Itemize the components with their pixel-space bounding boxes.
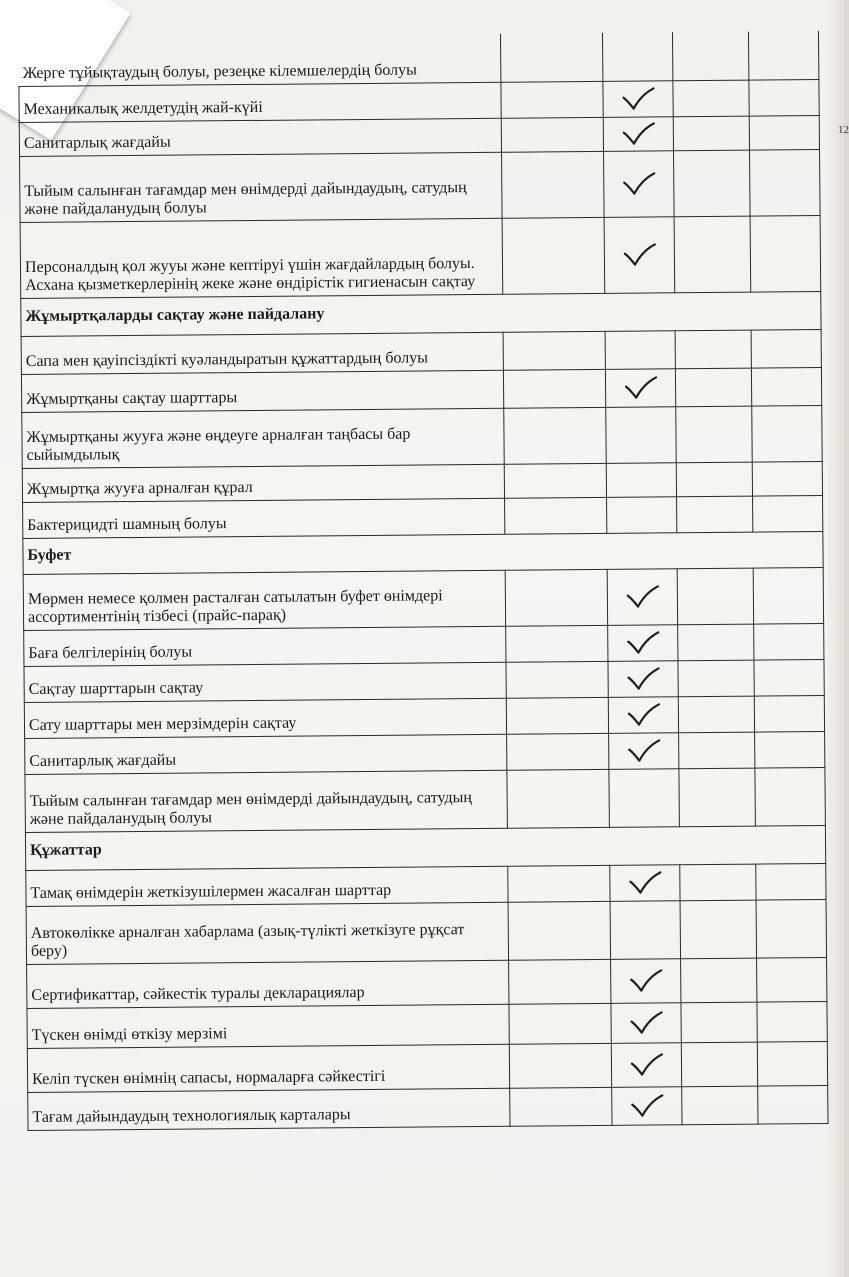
criterion-label: Баға белгілерінің болуы bbox=[24, 626, 506, 666]
criterion-label: Санитарлық жағдайы bbox=[19, 118, 501, 156]
criterion-label: Тыйым салынған тағамдар мен өнімдерді дайындаудың, сатудың және пайдаланудың болуы bbox=[20, 152, 503, 222]
criterion-label: Келіп түскен өнімнің сапасы, нормаларға сәйкестігі bbox=[27, 1044, 509, 1092]
answer-cell bbox=[757, 957, 827, 1002]
compliance-check-cell bbox=[605, 330, 675, 369]
table-row bbox=[26, 899, 826, 964]
checkmark-icon bbox=[620, 121, 656, 145]
answer-cell bbox=[504, 407, 606, 464]
answer-cell bbox=[749, 115, 819, 150]
answer-cell bbox=[755, 767, 826, 826]
checklist-table bbox=[18, 31, 829, 1130]
criterion-label: Сату шарттары мен мерзімдерін сақтау bbox=[24, 698, 506, 738]
answer-cell bbox=[752, 405, 822, 462]
answer-cell bbox=[675, 330, 751, 369]
answer-cell bbox=[750, 215, 821, 292]
compliance-check-cell bbox=[604, 150, 675, 217]
answer-cell bbox=[680, 864, 756, 901]
answer-cell bbox=[502, 217, 605, 294]
answer-cell bbox=[506, 661, 608, 698]
checkmark-icon bbox=[625, 630, 661, 654]
criterion-label: Персоналдың қол жууы және кептіруі үшін жағдайлардың болуы. Асхана қызметкерлерінің жеке және өндірістік гигиенасын сақтау bbox=[20, 218, 503, 298]
compliance-check-cell bbox=[607, 568, 677, 625]
answer-cell bbox=[677, 568, 753, 625]
criterion-label: Автокөлікке арналған хабарлама (азық-түлікті жеткізуге рұқсат беру) bbox=[26, 902, 508, 964]
criterion-label: Мөрмен немесе қолмен расталған сатылатын буфет өнімдері ассортиментінің тізбесі (прайс-парақ) bbox=[23, 570, 505, 630]
answer-cell bbox=[505, 569, 607, 626]
criterion-label: Түскен өнімді өткізу мерзімі bbox=[27, 1004, 509, 1048]
table-row bbox=[27, 1041, 827, 1092]
table-row bbox=[20, 149, 821, 222]
answer-cell bbox=[681, 1042, 757, 1087]
table-row bbox=[28, 1085, 828, 1130]
criterion-label: Механикалық желдетудің жай-күйі bbox=[19, 82, 501, 122]
criterion-label: Сақтау шарттарын сақтау bbox=[24, 662, 506, 702]
answer-cell bbox=[501, 117, 603, 152]
checkmark-icon bbox=[622, 375, 658, 399]
compliance-check-cell bbox=[606, 406, 676, 463]
table-row bbox=[27, 1001, 827, 1048]
answer-cell bbox=[679, 768, 756, 827]
answer-cell bbox=[678, 660, 754, 697]
answer-cell bbox=[756, 899, 827, 958]
compliance-check-cell bbox=[603, 80, 673, 117]
answer-cell bbox=[757, 1041, 827, 1086]
checkmark-icon bbox=[625, 666, 661, 690]
compliance-check-cell bbox=[612, 1086, 682, 1125]
table-row bbox=[22, 405, 822, 468]
compliance-check-cell bbox=[609, 732, 679, 769]
page-edge bbox=[827, 0, 845, 1277]
answer-cell bbox=[758, 1085, 828, 1124]
answer-cell bbox=[508, 901, 611, 960]
answer-cell bbox=[673, 80, 749, 117]
criterion-label: Тамақ өнімдерін жеткізушілермен жасалған шарттар bbox=[26, 866, 508, 906]
answer-cell bbox=[751, 367, 821, 406]
answer-cell bbox=[673, 116, 749, 151]
answer-cell bbox=[680, 900, 757, 959]
answer-cell bbox=[675, 368, 751, 407]
answer-cell bbox=[676, 462, 752, 497]
compliance-check-cell bbox=[606, 462, 676, 497]
criterion-label: Сертификаттар, сәйкестік туралы декларациялар bbox=[27, 960, 509, 1008]
compliance-check-cell bbox=[607, 496, 677, 533]
answer-cell bbox=[505, 497, 607, 534]
section-title: Құжаттар bbox=[25, 825, 825, 870]
compliance-check-cell bbox=[602, 32, 672, 81]
checkmark-icon bbox=[628, 1052, 664, 1076]
answer-cell bbox=[749, 79, 819, 116]
checkmark-icon bbox=[626, 738, 662, 762]
answer-cell bbox=[750, 149, 821, 216]
table-row bbox=[20, 215, 821, 298]
criterion-label: Жұмыртқа жууға арналған құрал bbox=[22, 464, 504, 502]
table-row bbox=[27, 957, 827, 1008]
answer-cell bbox=[748, 31, 818, 80]
checklist-body bbox=[18, 31, 827, 1130]
answer-cell bbox=[510, 1087, 612, 1126]
answer-cell bbox=[506, 625, 608, 662]
answer-cell bbox=[508, 865, 610, 902]
checkmark-icon bbox=[625, 702, 661, 726]
answer-cell bbox=[509, 1043, 611, 1088]
answer-cell bbox=[500, 33, 602, 82]
answer-cell bbox=[754, 659, 824, 696]
answer-cell bbox=[754, 623, 824, 660]
checkmark-icon bbox=[621, 242, 657, 266]
criterion-label: Сапа мен қауіпсіздікті куәландыратын құжаттардың болуы bbox=[21, 332, 503, 374]
criterion-label: Санитарлық жағдайы bbox=[25, 734, 507, 774]
compliance-check-cell bbox=[611, 958, 681, 1003]
answer-cell bbox=[752, 461, 822, 496]
checkmark-icon bbox=[620, 86, 656, 110]
table-row bbox=[18, 31, 818, 86]
checklist-document bbox=[18, 31, 828, 1130]
answer-cell bbox=[756, 863, 826, 900]
page-number: 12 bbox=[838, 124, 849, 136]
checkmark-icon bbox=[627, 870, 663, 894]
answer-cell bbox=[672, 32, 748, 81]
answer-cell bbox=[509, 1003, 611, 1044]
answer-cell bbox=[678, 696, 754, 733]
answer-cell bbox=[502, 151, 605, 218]
answer-cell bbox=[679, 732, 755, 769]
checkmark-icon bbox=[628, 968, 664, 992]
compliance-check-cell bbox=[603, 116, 673, 151]
criterion-label: Тағам дайындаудың технологиялық карталары bbox=[28, 1088, 510, 1130]
compliance-check-cell bbox=[608, 660, 678, 697]
checkmark-icon bbox=[628, 1010, 664, 1034]
checkmark-icon bbox=[624, 584, 660, 608]
criterion-label: Жұмыртқаны жууға және өңдеуге арналған таңбасы бар сыйымдылық bbox=[22, 408, 504, 468]
compliance-check-cell bbox=[605, 368, 675, 407]
criterion-label: Жерге тұйықтаудың болуы, резеңке кілемшелердің болуы bbox=[18, 34, 500, 86]
compliance-check-cell bbox=[608, 624, 678, 661]
answer-cell bbox=[674, 216, 751, 293]
answer-cell bbox=[506, 697, 608, 734]
compliance-check-cell bbox=[610, 900, 681, 959]
compliance-check-cell bbox=[611, 1042, 681, 1087]
compliance-check-cell bbox=[608, 696, 678, 733]
answer-cell bbox=[504, 463, 606, 498]
criterion-label: Жұмыртқаны сақтау шарттары bbox=[21, 370, 503, 412]
answer-cell bbox=[674, 150, 751, 217]
table-row bbox=[25, 767, 825, 832]
answer-cell bbox=[681, 1002, 757, 1043]
table-row bbox=[23, 567, 823, 630]
section-title: Жұмыртқаларды сақтау және пайдалану bbox=[21, 291, 821, 336]
answer-cell bbox=[507, 733, 609, 770]
answer-cell bbox=[755, 731, 825, 768]
answer-cell bbox=[757, 1001, 827, 1042]
answer-cell bbox=[676, 406, 752, 463]
answer-cell bbox=[507, 769, 610, 828]
answer-cell bbox=[754, 695, 824, 732]
answer-cell bbox=[678, 624, 754, 661]
checkmark-icon bbox=[621, 171, 657, 195]
compliance-check-cell bbox=[604, 216, 675, 293]
answer-cell bbox=[501, 81, 603, 118]
section-title: Буфет bbox=[23, 531, 823, 574]
compliance-check-cell bbox=[609, 768, 680, 827]
answer-cell bbox=[681, 958, 757, 1003]
answer-cell bbox=[503, 369, 605, 408]
checkmark-icon bbox=[629, 1093, 665, 1117]
answer-cell bbox=[753, 495, 823, 532]
answer-cell bbox=[509, 959, 611, 1004]
compliance-check-cell bbox=[611, 1002, 681, 1043]
criterion-label: Тыйым салынған тағамдар мен өнімдерді дайындаудың, сатудың және пайдаланудың болуы bbox=[25, 770, 507, 832]
compliance-check-cell bbox=[610, 864, 680, 901]
answer-cell bbox=[682, 1086, 758, 1125]
criterion-label: Бактерицидті шамның болуы bbox=[23, 498, 505, 538]
answer-cell bbox=[677, 496, 753, 533]
answer-cell bbox=[751, 329, 821, 368]
answer-cell bbox=[503, 331, 605, 370]
answer-cell bbox=[753, 567, 823, 624]
